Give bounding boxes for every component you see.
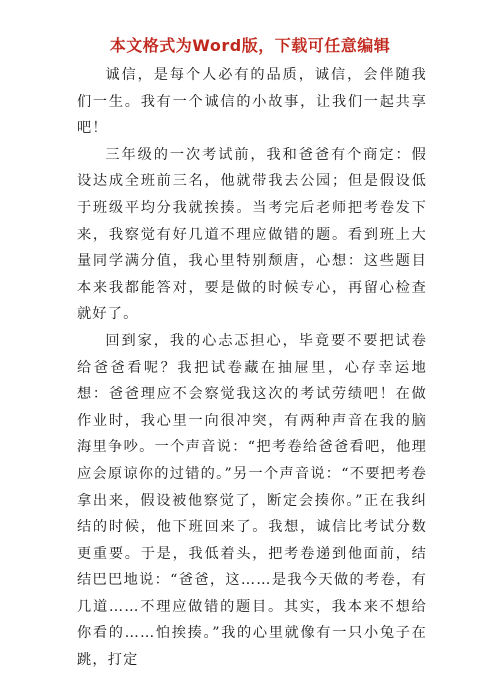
document-title: 本文格式为Word版，下载可任意编辑: [109, 36, 391, 55]
document-body: [77, 62, 427, 674]
paragraph-2: 三年级的一次考试前，我和爸爸有个商定：假设达成全班前三名，他就带我去公园；但是假设低于班级平均分我就挨揍。当考完后老师把考卷发下来，我察觉有好几道不理应做错的题。看到班上大量同学满分值，我心里特别颓唐，心想：这些题目本来我都能答对，要是做的时候专心，再留心检查就好了。: [77, 146, 427, 323]
paragraph-1: 诚信，是每个人必有的品质，诚信，会伴随我们一生。我有一个诚信的小故事，让我们一起共享吧！: [77, 67, 427, 137]
paragraph-3: 回到家，我的心忐忑担心，毕竟要不要把试卷给爸爸看呢？我把试卷藏在抽屉里，心存幸运地想：爸爸理应不会察觉我这次的考试劳绩吧！在做作业时，我心里一向很冲突，有两种声音在我的脑海里争吵。一个声音说：“把考卷给爸爸看吧，他理应会原谅你的过错的。”另一个声音说：“不要把考卷拿出来，假设被他察觉了，断定会揍你。”正在我纠结的时候，他下班回来了。我想，诚信比考试分数更重要。于是，我低着头，把考卷递到他面前，结结巴巴地说：“爸爸，这……是我今天做的考卷，有几道……不理应做错的题目。其实，我本来不想给你看的……怕挨揍。”我的心里就像有一只小兔子在跳，打定: [77, 332, 427, 669]
